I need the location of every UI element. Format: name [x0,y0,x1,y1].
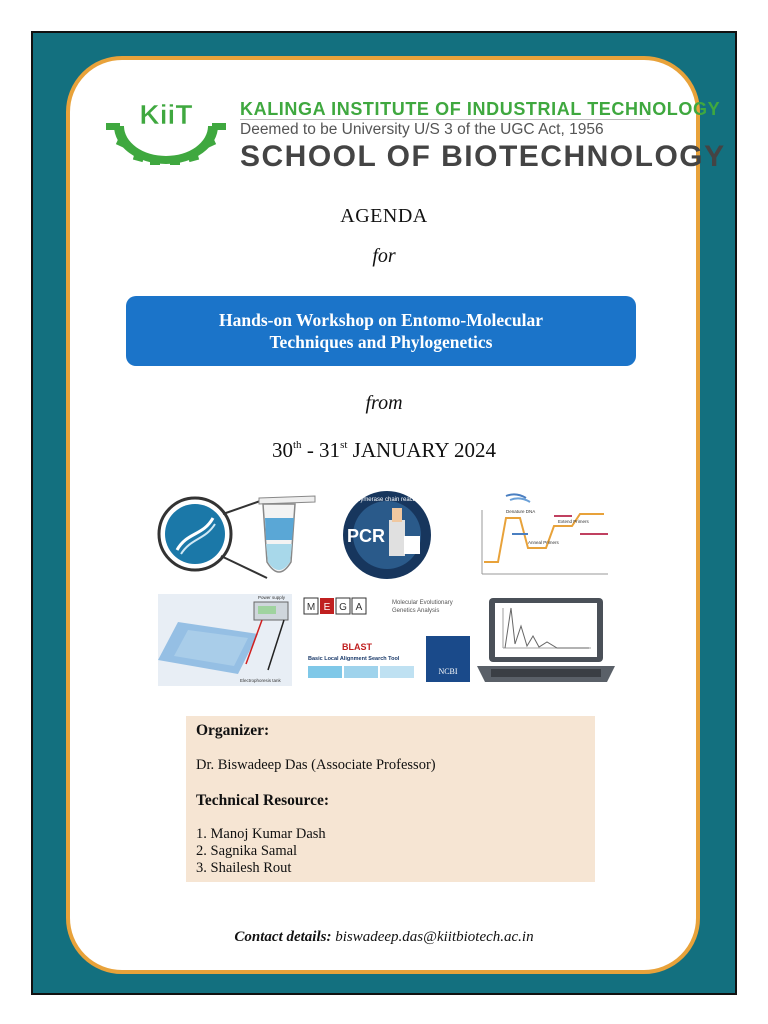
technical-person-3: 3. Shailesh Rout [196,860,292,876]
dna-tube-image [155,492,320,582]
organizer-heading: Organizer: [196,722,270,739]
gel-electrophoresis-image [158,594,292,686]
mega-letter-g: G [339,602,347,613]
institute-name: KALINGA INSTITUTE OF INDUSTRIAL TECHNOLOGY [240,99,721,119]
mega-subtitle-1: Molecular Evolutionary [392,600,453,606]
date-month-year: JANUARY 2024 [347,438,496,462]
pcr-label: PCR [346,526,386,546]
technical-person-2: 2. Sagnika Samal [196,843,298,859]
pcr-ring-label: Polymerase chain reaction [351,497,423,503]
thermal-label-1: Denature DNA [506,509,536,514]
technical-heading: Technical Resource: [196,792,330,809]
date-day1: 30 [272,438,293,462]
blast-title: BLAST [342,642,372,652]
mega-blast-ncbi-image [302,594,476,686]
thermal-label-2: Anneal Primers [528,540,559,545]
blast-subtitle: Basic Local Alignment Search Tool [308,656,400,662]
for-label: for [372,245,396,267]
mega-letter-a: A [355,602,363,613]
technical-person-1: 1. Manoj Kumar Dash [196,826,326,842]
mega-letter-m: M [306,602,316,613]
mega-subtitle-2: Genetics Analysis [392,608,440,614]
deemed-text: Deemed to be University U/S 3 of the UGC Act, 1956 [240,121,604,138]
school-name: SCHOOL OF BIOTECHNOLOGY [240,140,726,173]
date-day2-suffix: st [340,439,348,451]
mega-letter-e: E [323,602,331,613]
contact-details [0,929,768,946]
thermal-cycle-chart-image [468,490,616,584]
contact-email[interactable]: biswadeep.das@kiitbiotech.ac.in [331,929,534,945]
contact-label: Contact details: [234,929,332,945]
workshop-title-line1: Hands-on Workshop on Entomo-Molecular [219,310,543,330]
workshop-title-line2: Techniques and Phylogenetics [269,332,493,352]
header-divider [240,119,650,120]
gel-label-power: Power supply [258,595,286,600]
laptop-graph-image [477,596,615,684]
organizer-name: Dr. Biswadeep Das (Associate Professor) [196,757,436,773]
gel-label-tank: Electrophoresis tank [240,678,281,683]
date-day1-suffix: th [293,439,302,451]
workshop-dates [0,438,768,463]
pcr-badge-image [334,490,440,580]
from-label: from [365,392,403,414]
logo-text: KiiT [139,99,193,130]
agenda-heading: AGENDA [340,205,428,227]
thermal-label-3: Extend Primers [558,519,589,524]
kiit-logo-icon [104,96,228,166]
ncbi-label: NCBI [438,667,458,676]
workshop-title-box [126,296,636,366]
date-separator: - 31 [301,438,341,462]
